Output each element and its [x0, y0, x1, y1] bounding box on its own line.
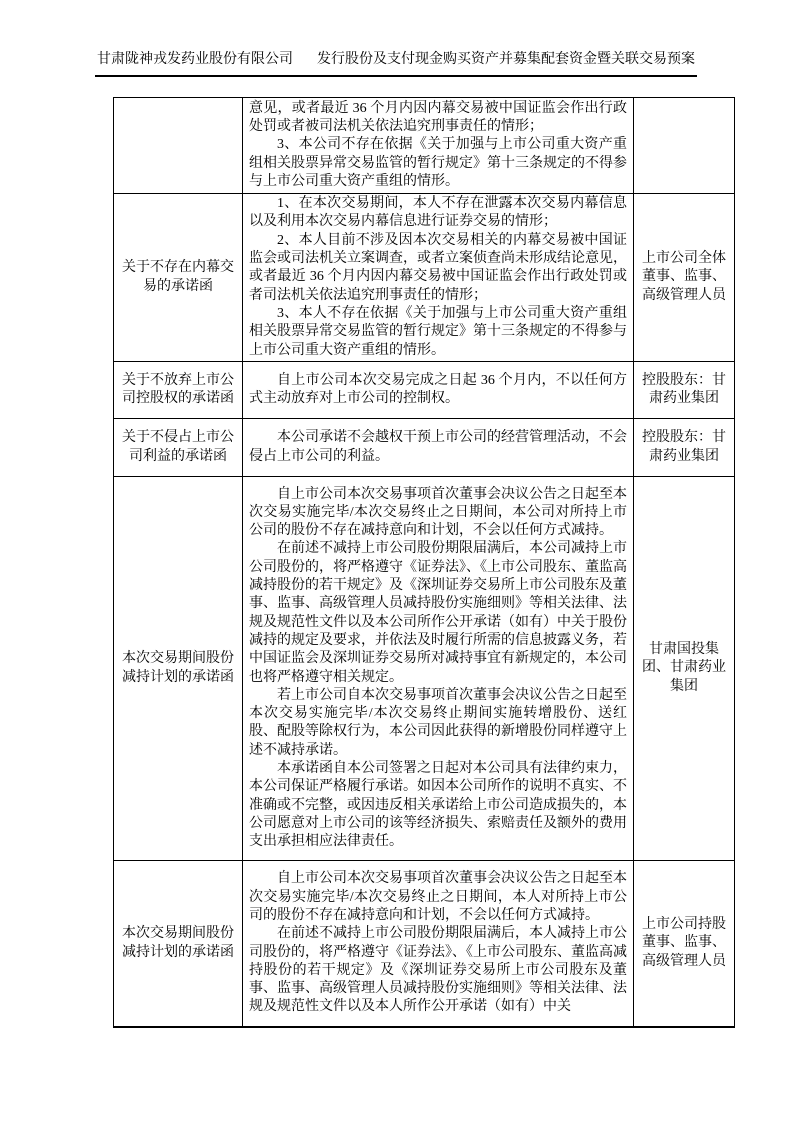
commitment-party-cell: 甘肃国投集团、甘肃药业集团: [634, 477, 735, 861]
commitment-content-cell: [243, 98, 634, 194]
paragraph: 在前述不减持上市公司股份期限届满后，本公司减持上市公司股份的，将严格遵守《证券法》、《上市公司股东、董监高减持股份的若干规定》及《深圳证券交易所上市公司股东及董事、监事、高级管理人员减持股份实施细则》等相关法律、法规及规范性文件以及本公司所作公开承诺（如有）中关于股份减持的规定及要求，并依法及时履行所需的信息披露义务，若中国证监会及深圳证券交易所对减持事宜有新规定的，本公司也将严格遵守相关规定。: [249, 541, 627, 685]
paragraph: 3、本人不存在依据《关于加强与上市公司重大资产重组相关股票异常交易监管的暂行规定》第十三条规定的不得参与上市公司重大资产重组的情形。: [249, 305, 627, 358]
paragraph: 自上市公司本次交易完成之日起 36 个月内，不以任何方式主动放弃对上市公司的控制权。: [249, 372, 627, 406]
table-row: [114, 98, 735, 194]
paragraph: 自上市公司本次交易事项首次董事会决议公告之日起至本次交易实施完毕/本次交易终止之日期间，本公司对所持上市公司的股份不存在减持意向和计划，不会以任何方式减持。: [249, 486, 627, 539]
paragraph: 1、在本次交易期间，本人不存在泄露本次交易内幕信息以及利用本次交易内幕信息进行证券交易的情形；: [249, 196, 627, 230]
commitment-content-cell: [243, 419, 634, 477]
paragraph: 自上市公司本次交易事项首次董事会决议公告之日起至本次交易实施完毕/本次交易终止之日期间，本人对所持上市公司的股份不存在减持意向和计划，不会以任何方式减持。: [249, 871, 627, 923]
table-row: [114, 194, 735, 362]
commitment-content-cell: [243, 194, 634, 362]
header-doc-title: 发行股份及支付现金购买资产并募集配套资金暨关联交易预案: [317, 52, 695, 67]
commitment-content-cell: [243, 362, 634, 419]
table-row: [114, 362, 735, 419]
commitment-party-cell: 控股股东：甘肃药业集团: [634, 362, 735, 419]
paragraph: 在前述不减持上市公司股份期限届满后，本人减持上市公司股份的，将严格遵守《证券法》、《上市公司股东、董监高减持股份的若干规定》及《深圳证券交易所上市公司股东及董事、监事、高级管理人员减持股份实施细则》等相关法律、法规及规范性文件以及本人所作公开承诺（如有）中关: [249, 926, 627, 1015]
commitment-name-cell: 本次交易期间股份减持计划的承诺函: [114, 477, 243, 861]
table-row: [114, 419, 735, 477]
paragraph: 本承诺函自本公司签署之日起对本公司具有法律约束力，本公司保证严格履行承诺。如因本公司所作的说明不真实、不准确或不完整，或因违反相关承诺给上市公司造成损失的，本公司愿意对上市公司的该等经济损失、索赔责任及额外的费用支出承担相应法律责任。: [249, 760, 627, 850]
commitment-name-cell: 关于不存在内幕交易的承诺函: [114, 194, 243, 362]
commitment-party-cell: [634, 98, 735, 194]
table-row: [114, 861, 735, 1028]
commitment-content-cell: [243, 477, 634, 861]
commitment-name-cell: [114, 98, 243, 194]
commitment-party-cell: 上市公司持股董事、监事、高级管理人员: [634, 861, 735, 1028]
commitment-name-cell: 本次交易期间股份减持计划的承诺函: [114, 861, 243, 1028]
commitment-name-cell: 关于不侵占上市公司利益的承诺函: [114, 419, 243, 477]
commitment-content-cell: [243, 861, 634, 1028]
paragraph: 2、本人目前不涉及因本次交易相关的内幕交易被中国证监会或司法机关立案调查，或者立案侦查尚未形成结论意见，或者最近 36 个月内因内幕交易被中国证监会作出行政处罚或者司法机关依法追究刑事责任的情形；: [249, 232, 627, 303]
paragraph: 3、本公司不存在依据《关于加强与上市公司重大资产重组相关股票异常交易监管的暂行规定》第十三条规定的不得参与上市公司重大资产重组的情形。: [249, 137, 627, 189]
page-header: [95, 50, 697, 77]
commitments-table: [113, 97, 735, 1028]
paragraph: 本公司承诺不会越权干预上市公司的经营管理活动，不会侵占上市公司的利益。: [249, 430, 627, 464]
commitment-party-cell: 上市公司全体董事、监事、高级管理人员: [634, 194, 735, 362]
paragraph: 意见，或者最近 36 个月内因内幕交易被中国证监会作出行政处罚或者被司法机关依法追究刑事责任的情形；: [249, 100, 627, 135]
header-company-name: 甘肃陇神戎发药业股份有限公司: [97, 52, 293, 67]
table-row: [114, 477, 735, 861]
commitment-party-cell: 控股股东：甘肃药业集团: [634, 419, 735, 477]
commitment-name-cell: 关于不放弃上市公司控股权的承诺函: [114, 362, 243, 419]
paragraph: 若上市公司自本次交易事项首次董事会决议公告之日起至本次交易实施完毕/本次交易终止期间实施转增股份、送红股、配股等除权行为，本公司因此获得的新增股份同样遵守上述不减持承诺。: [249, 687, 627, 758]
